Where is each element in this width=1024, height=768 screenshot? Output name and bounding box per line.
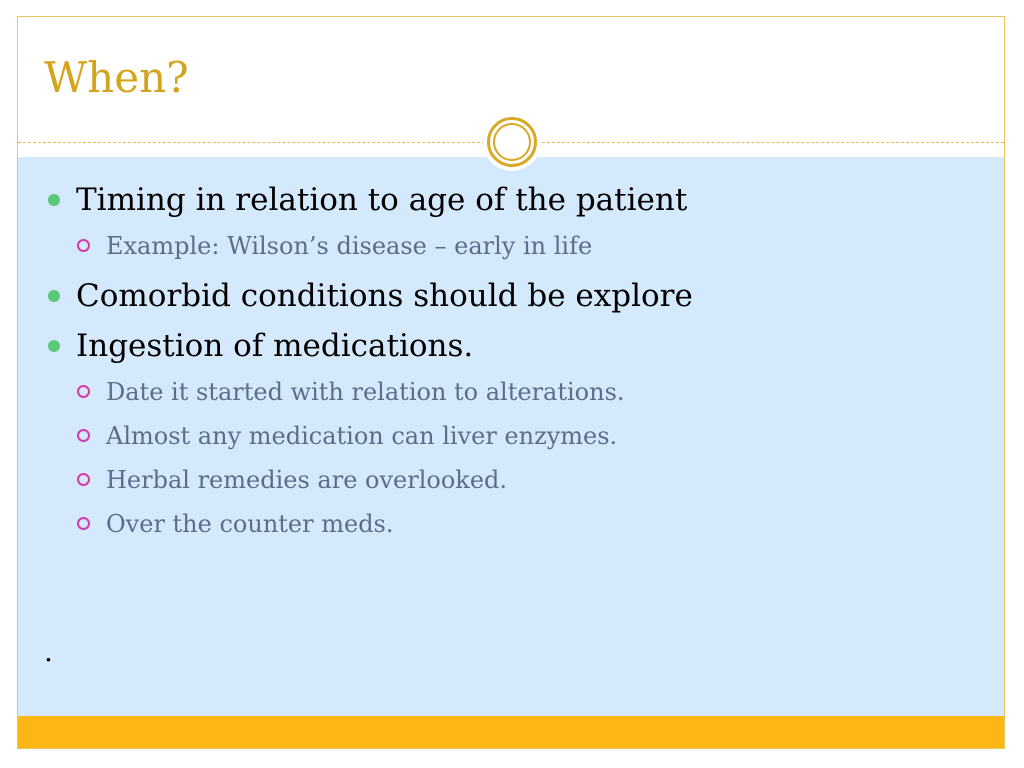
sub-bullet-text: Example: Wilson’s disease – early in life xyxy=(106,232,593,260)
sub-bullet-circle-icon xyxy=(77,429,90,442)
bullet-dot-icon xyxy=(48,340,60,352)
bullet-dot-icon xyxy=(48,290,60,302)
bullet-text: Timing in relation to age of the patient xyxy=(76,182,688,218)
sub-bullet-item-herbal xyxy=(44,458,984,502)
sub-bullet-circle-icon xyxy=(77,385,90,398)
sub-bullet-item-example xyxy=(44,224,984,268)
bullet-dot-icon xyxy=(48,194,60,206)
bullet-text: Ingestion of medications. xyxy=(76,328,474,364)
bullet-item-comorbid xyxy=(44,272,984,320)
bullet-item-ingestion xyxy=(44,322,984,370)
sub-bullet-text: Over the counter meds. xyxy=(106,510,394,538)
sub-bullet-item-date xyxy=(44,370,984,414)
sub-bullet-circle-icon xyxy=(77,473,90,486)
sub-bullet-item-medication xyxy=(44,414,984,458)
sub-bullet-text: Date it started with relation to alterations. xyxy=(106,378,625,406)
bullet-item-timing xyxy=(44,176,984,224)
trailing-period: . xyxy=(44,635,53,668)
sub-bullet-circle-icon xyxy=(77,239,90,252)
sub-bullet-text: Herbal remedies are overlooked. xyxy=(106,466,508,494)
bullet-list xyxy=(44,176,984,546)
slide-title: When? xyxy=(44,53,189,102)
bullet-text: Comorbid conditions should be explore xyxy=(76,278,693,314)
sub-bullet-circle-icon xyxy=(77,517,90,530)
sub-bullet-text: Almost any medication can liver enzymes. xyxy=(106,422,618,450)
sub-bullet-item-otc xyxy=(44,502,984,546)
